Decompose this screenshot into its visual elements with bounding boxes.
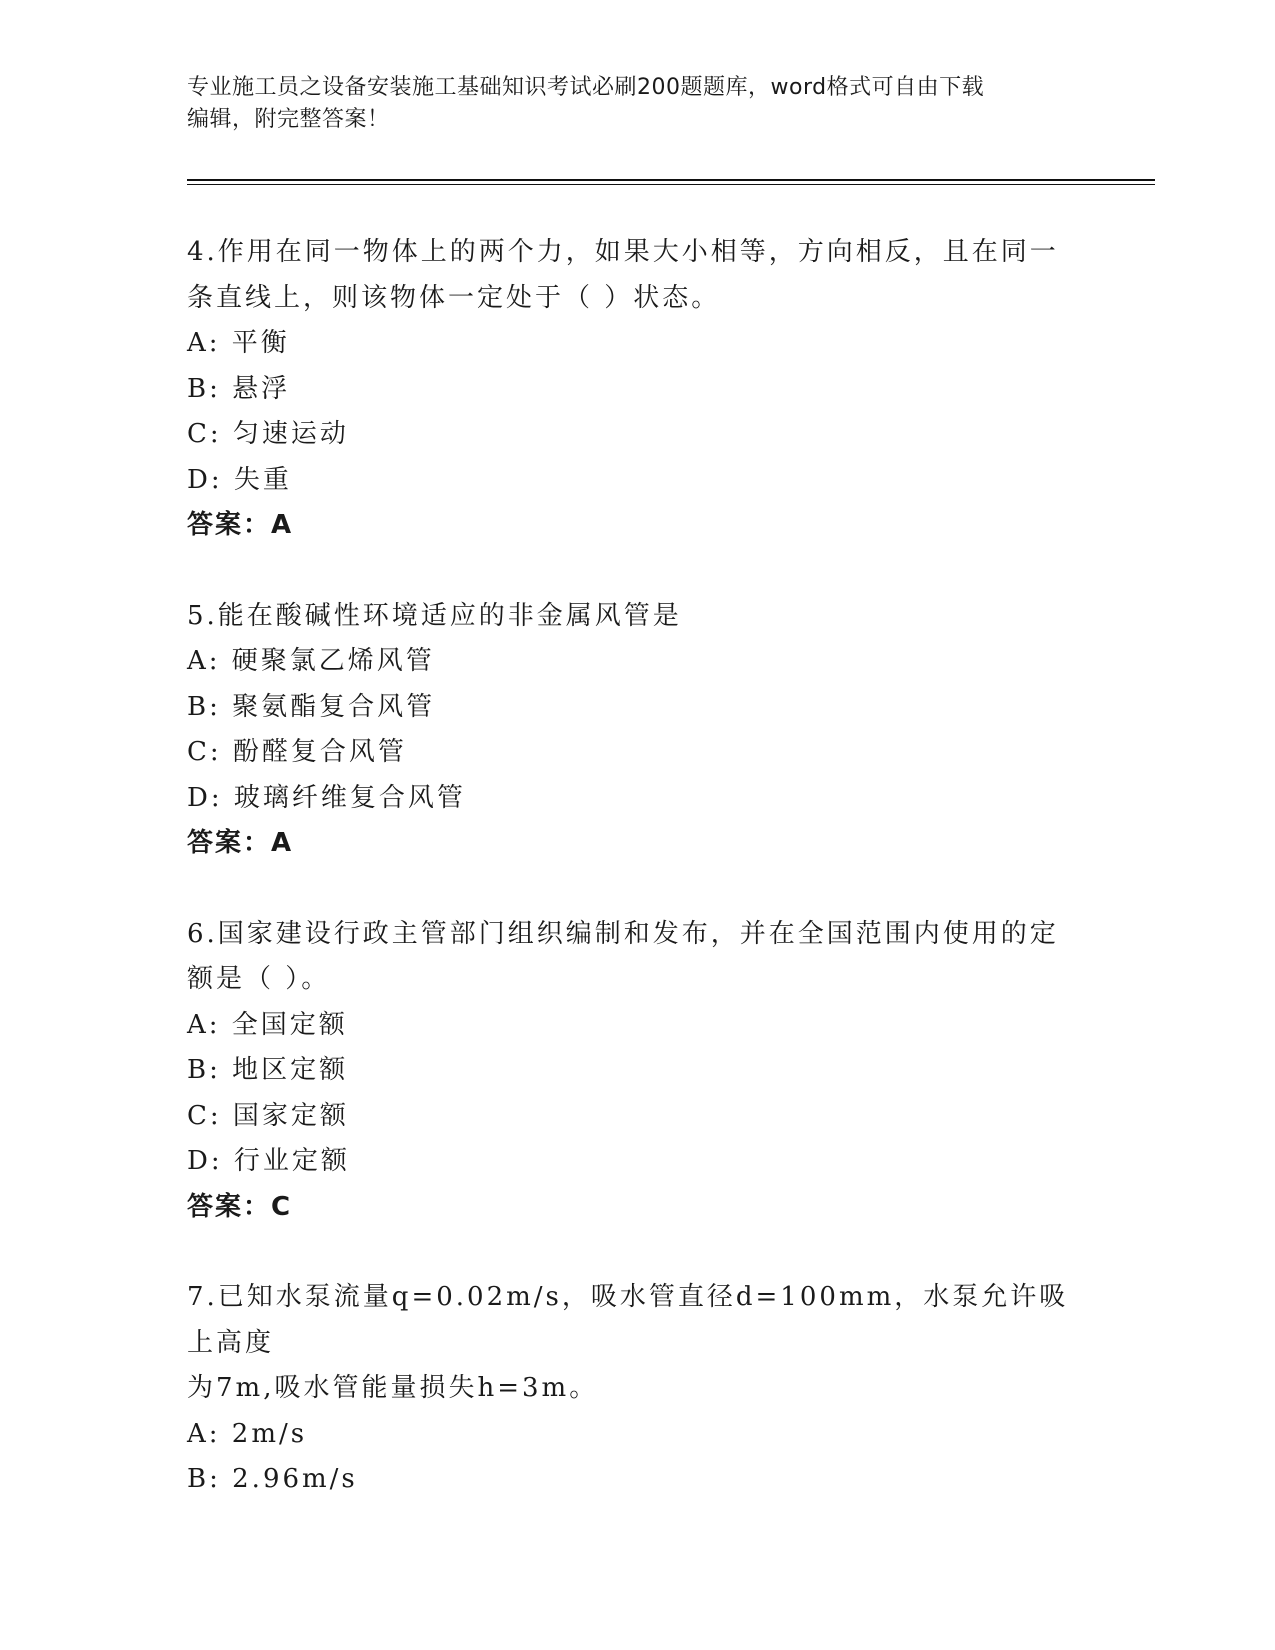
question-6 <box>187 912 1087 1231</box>
question-spacer <box>187 1230 1087 1275</box>
question-text-line: 5.能在酸碱性环境适应的非金属风管是 <box>187 600 682 631</box>
question-text-line: 6.国家建设行政主管部门组织编制和发布，并在全国范围内使用的定 <box>187 918 1059 949</box>
header-divider-thick <box>187 179 1155 181</box>
question-text-line: 7.已知水泵流量q=0.02m/s，吸水管直径d=100mm，水泵允许吸上高度 <box>187 1282 1069 1358</box>
question-7 <box>187 1275 1087 1503</box>
option-d: D: 行业定额 <box>187 1146 350 1176</box>
question-text-line: 条直线上，则该物体一定处于（ ）状态。 <box>187 282 721 313</box>
option-a: A: 2m/s <box>187 1418 308 1449</box>
option-a: A: 全国定额 <box>187 1009 348 1040</box>
question-text-line: 4.作用在同一物体上的两个力，如果大小相等，方向相反，且在同一 <box>187 237 1059 267</box>
option-b: B: 2.96m/s <box>187 1464 358 1494</box>
question-spacer <box>187 549 1087 594</box>
option-c: C: 匀速运动 <box>187 419 349 449</box>
answer-label: 答案：A <box>187 510 294 540</box>
option-b: B: 地区定额 <box>187 1055 349 1085</box>
header-divider-thin <box>187 184 1155 185</box>
document-header <box>187 72 1077 136</box>
answer-label: 答案：A <box>187 828 294 858</box>
option-a: A: 平衡 <box>187 328 290 358</box>
question-text-line: 额是（ ）。 <box>187 964 331 994</box>
option-c: C: 国家定额 <box>187 1100 349 1131</box>
question-4 <box>187 230 1087 549</box>
option-d: D: 失重 <box>187 464 292 495</box>
question-text-line: 为7m,吸水管能量损失h=3m。 <box>187 1373 599 1403</box>
option-d: D: 玻璃纤维复合风管 <box>187 782 466 813</box>
question-spacer <box>187 867 1087 912</box>
option-a: A: 硬聚氯乙烯风管 <box>187 646 435 676</box>
question-5 <box>187 594 1087 867</box>
answer-label: 答案：C <box>187 1191 293 1222</box>
header-line-2: 编辑，附完整答案！ <box>187 107 390 132</box>
option-b: B: 悬浮 <box>187 373 291 404</box>
question-list <box>187 230 1087 1503</box>
option-c: C: 酚醛复合风管 <box>187 737 407 767</box>
header-line-1: 专业施工员之设备安装施工基础知识考试必刷200题题库，word格式可自由下载 <box>187 75 985 100</box>
option-b: B: 聚氨酯复合风管 <box>187 691 436 722</box>
